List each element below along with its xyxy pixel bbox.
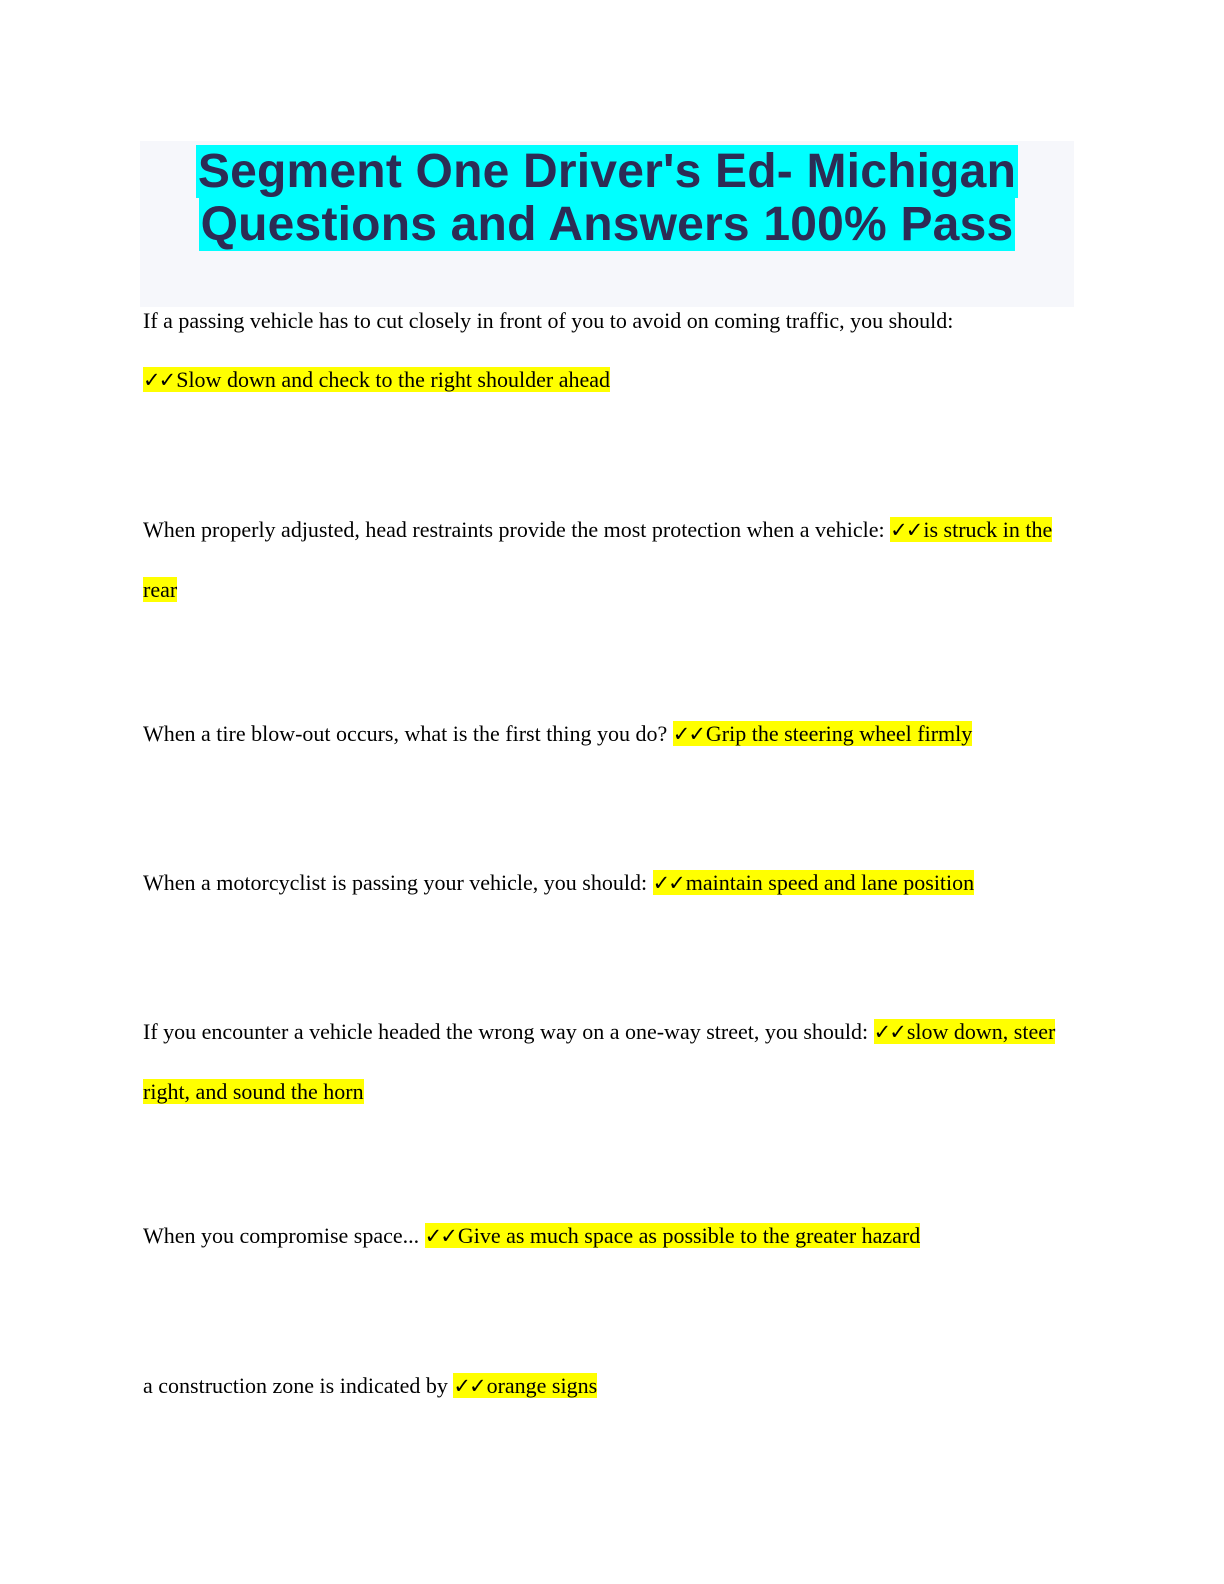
qa-item-6 [143, 1206, 1078, 1266]
question-text: a construction zone is indicated by [143, 1373, 448, 1398]
qa-item-5 [143, 1002, 1078, 1121]
qa-item-4 [143, 853, 1078, 913]
answer-highlight [143, 367, 610, 392]
title-line-2: Questions and Answers 100% Pass [200, 198, 1014, 251]
qa-item-7 [143, 1356, 1078, 1416]
qa-item-1 [143, 291, 1078, 410]
double-check-icon: ✓✓ [652, 871, 684, 895]
answer-text: slow down, steer right, and sound the horn [143, 1019, 1056, 1104]
question-text: When you compromise space... [143, 1223, 420, 1248]
qa-item-3 [143, 704, 1078, 764]
question-text: If you encounter a vehicle headed the wrong way on a one-way street, you should: [143, 1019, 869, 1044]
double-check-icon: ✓✓ [890, 518, 922, 542]
double-check-icon: ✓✓ [143, 368, 175, 392]
qa-item-2 [143, 500, 1078, 619]
answer-text: Slow down and check to the right shoulder ahead [176, 367, 610, 392]
answer-highlight [673, 721, 973, 746]
double-check-icon: ✓✓ [424, 1224, 456, 1248]
answer-text: maintain speed and lane position [685, 870, 975, 895]
double-check-icon: ✓✓ [672, 722, 704, 746]
answer-highlight [653, 870, 975, 895]
answer-text: Give as much space as possible to the greater hazard [457, 1223, 921, 1248]
answer-highlight [453, 1373, 597, 1398]
answer-highlight [425, 1223, 921, 1248]
question-text: When properly adjusted, head restraints provide the most protection when a vehicle: [143, 517, 885, 542]
answer-text: is struck in the rear [143, 517, 1053, 602]
question-text: When a tire blow-out occurs, what is the first thing you do? [143, 721, 668, 746]
double-check-icon: ✓✓ [873, 1020, 905, 1044]
answer-text: orange signs [486, 1373, 598, 1398]
document-title [140, 141, 1074, 307]
title-line-1: Segment One Driver's Ed- Michigan [197, 145, 1017, 198]
double-check-icon: ✓✓ [453, 1374, 485, 1398]
question-text: When a motorcyclist is passing your vehicle, you should: [143, 870, 648, 895]
question-text: If a passing vehicle has to cut closely in front of you to avoid on coming traffic, you should: [143, 308, 954, 333]
answer-text: Grip the steering wheel firmly [705, 721, 973, 746]
